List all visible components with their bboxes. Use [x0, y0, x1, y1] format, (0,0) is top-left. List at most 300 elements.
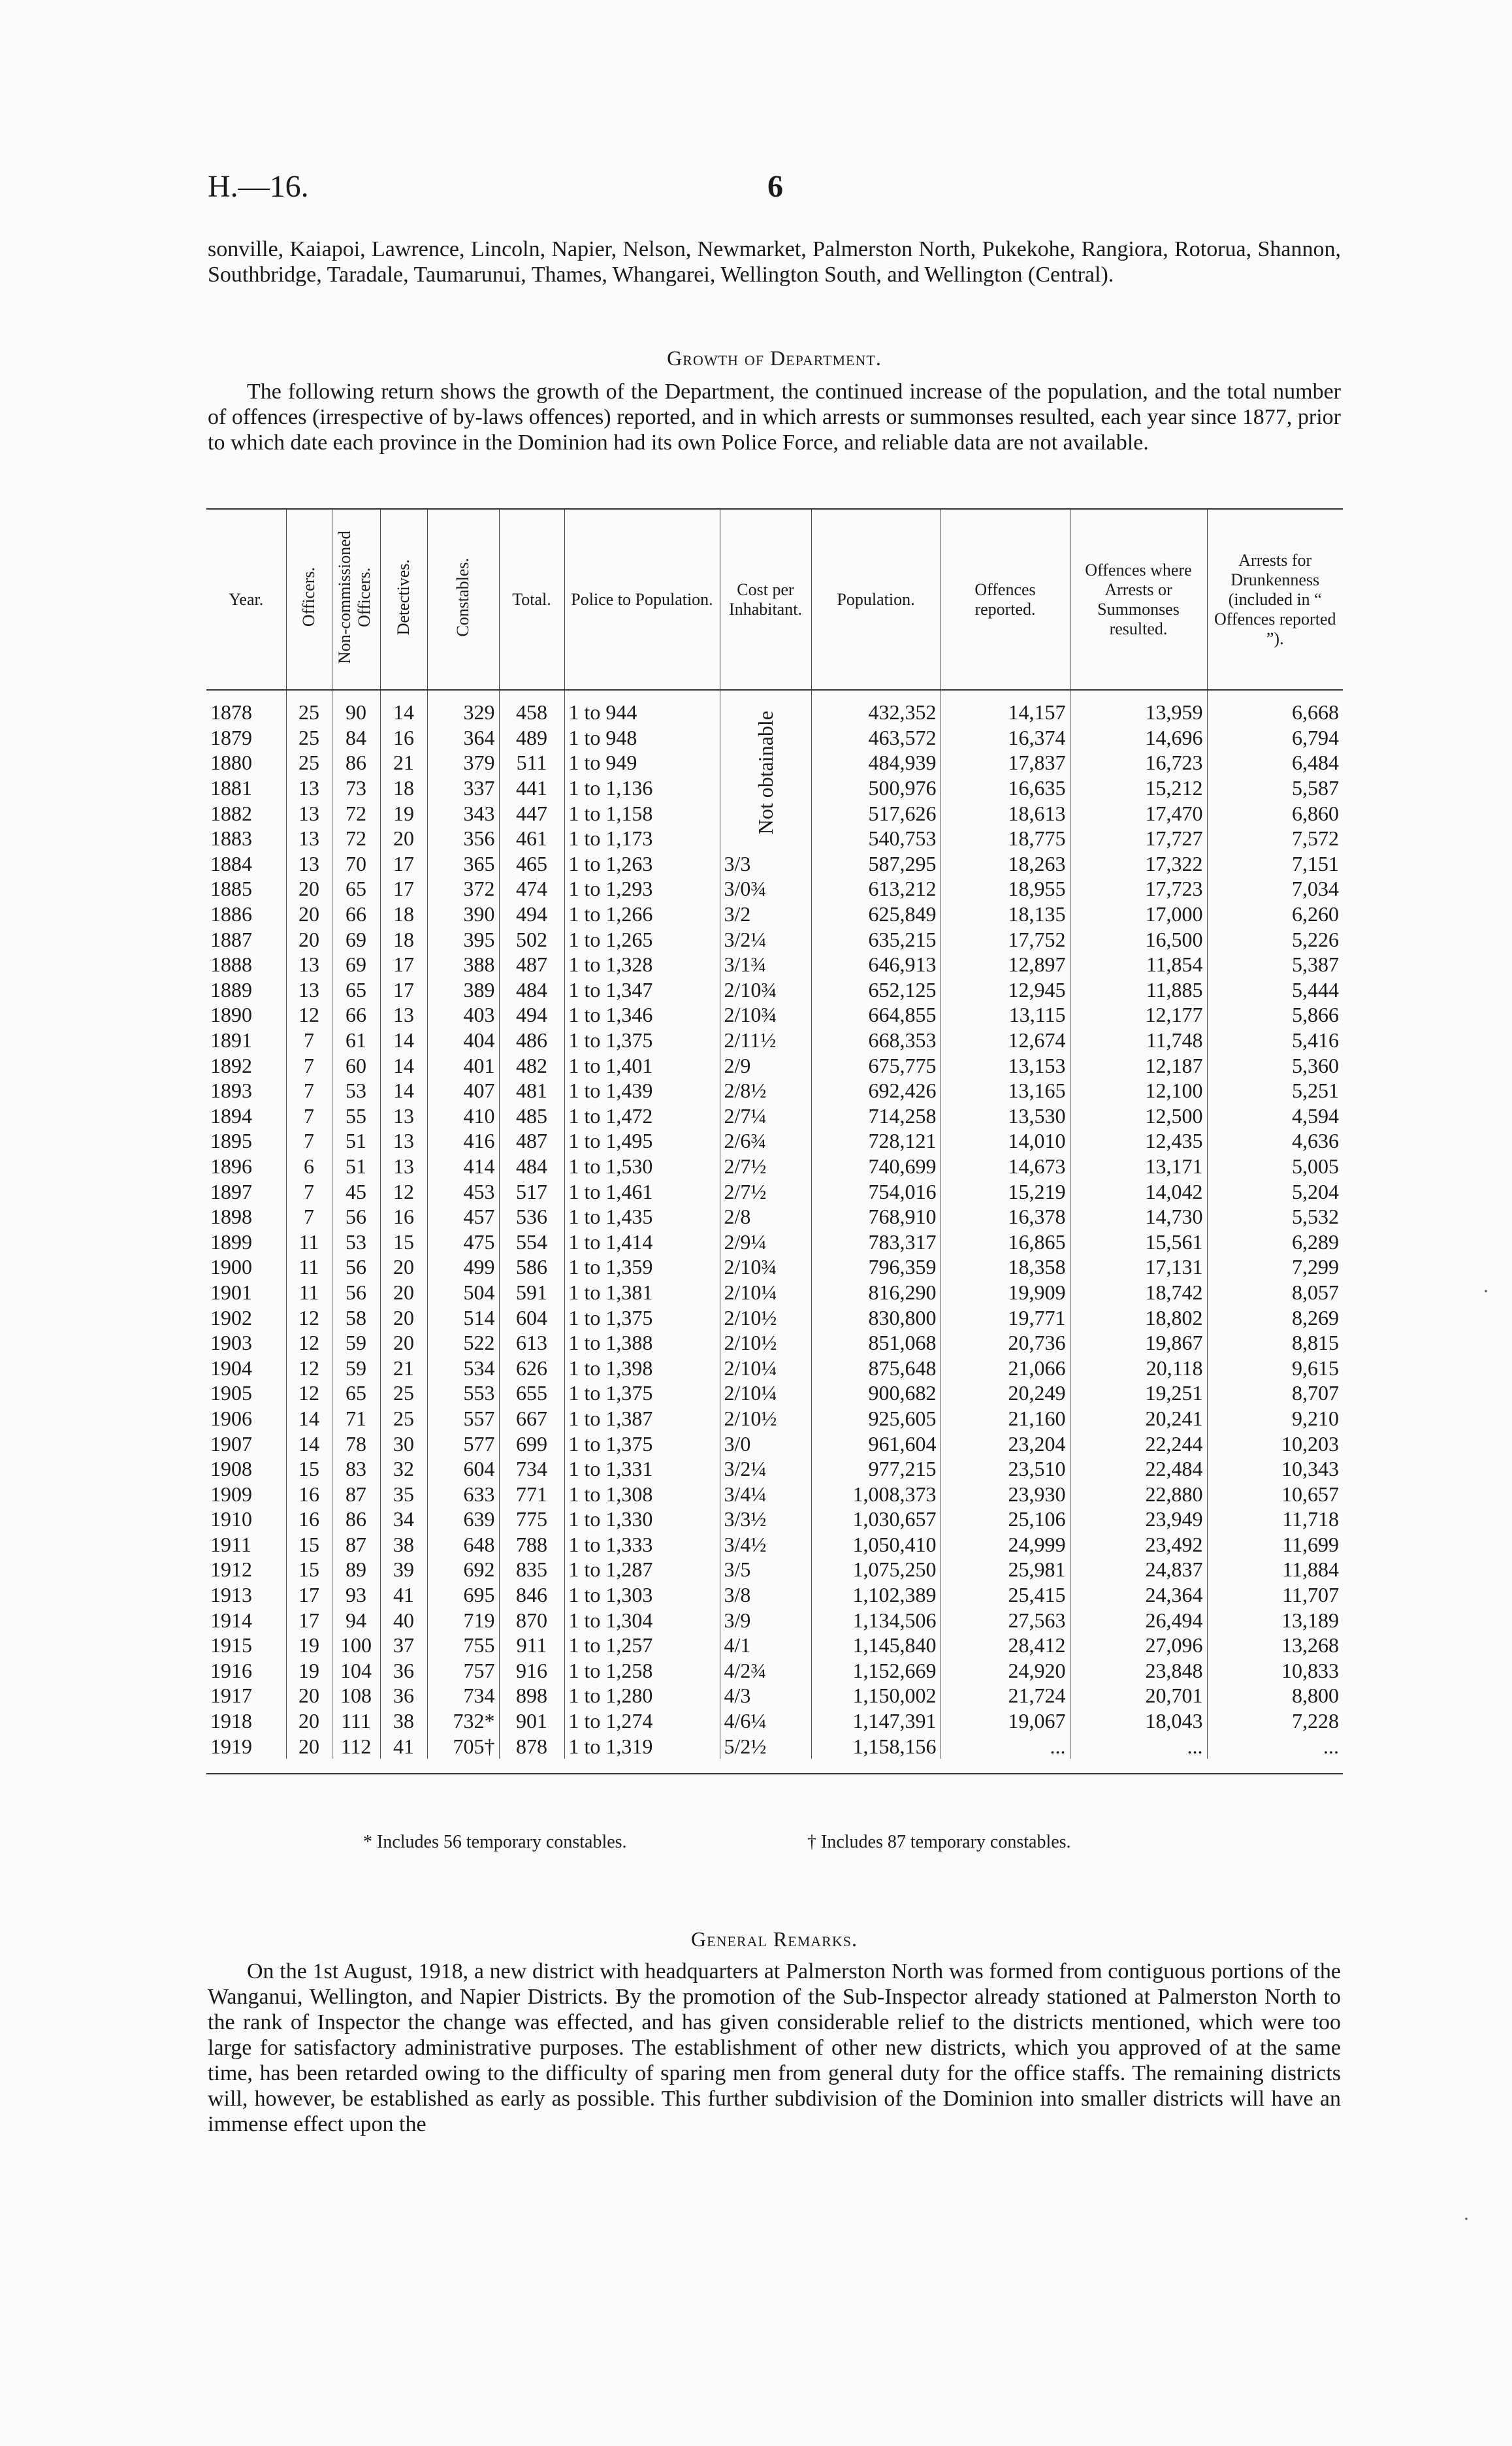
table-row: [206, 1052, 1343, 1078]
cell-not-obtainable: Not obtainable: [720, 690, 811, 851]
cell-ratio: 1 to 1,333: [564, 1532, 720, 1557]
table-row: [206, 1179, 1343, 1204]
cell-drunk: 6,260: [1292, 902, 1339, 926]
cell-total: 699: [499, 1431, 564, 1456]
cell-arrests: 13,959: [1070, 690, 1207, 725]
cell-nco: 111: [332, 1708, 380, 1734]
cell-drunk: 5,226: [1292, 927, 1339, 951]
cell-nco: 84: [332, 725, 380, 751]
cell-drunk: 5,416: [1292, 1028, 1339, 1052]
cell-drunk: 7,034: [1292, 877, 1339, 901]
cell-nco: 108: [332, 1683, 380, 1708]
cell-cost: 4/2¾: [720, 1658, 811, 1684]
cell-drunk: 5,587: [1292, 776, 1339, 800]
cell-population: 796,359: [811, 1254, 941, 1280]
cell-population: 714,258: [811, 1103, 941, 1129]
cell-drunk: 7,299: [1292, 1255, 1339, 1279]
cell-constables: 732*: [427, 1708, 499, 1734]
cell-cost: 4/3: [720, 1683, 811, 1708]
cell-year: 1895: [206, 1128, 286, 1154]
cell-total: 775: [499, 1507, 564, 1532]
cell-offences: 25,415: [941, 1582, 1070, 1608]
cell-nco: 94: [332, 1607, 380, 1633]
cell-arrests: 24,837: [1070, 1557, 1207, 1582]
cell-drunk: 5,532: [1292, 1205, 1339, 1229]
cell-year: 1885: [206, 876, 286, 902]
cell-ratio: 1 to 1,274: [564, 1708, 720, 1734]
cell-officers: 7: [286, 1103, 332, 1129]
cell-nco: 69: [332, 926, 380, 952]
cell-year: 1891: [206, 1028, 286, 1053]
cell-ratio: 1 to 1,136: [564, 775, 720, 801]
cell-constables: 379: [427, 750, 499, 775]
cell-ratio: 1 to 1,303: [564, 1582, 720, 1608]
table-row: [206, 1154, 1343, 1179]
cell-total: 461: [499, 826, 564, 851]
cell-drunk: 8,800: [1292, 1684, 1339, 1708]
cell-constables: 457: [427, 1204, 499, 1230]
cell-officers: 20: [286, 902, 332, 927]
cell-constables: 337: [427, 775, 499, 801]
cell-ratio: 1 to 1,359: [564, 1254, 720, 1280]
cell-nco: 60: [332, 1052, 380, 1078]
growth-table: [206, 508, 1343, 1774]
cell-offences: 25,106: [941, 1507, 1070, 1532]
table-row: [206, 1633, 1343, 1658]
cell-nco: 58: [332, 1305, 380, 1330]
table-row: [206, 1229, 1343, 1254]
cell-detectives: 38: [380, 1708, 427, 1734]
cell-detectives: 36: [380, 1658, 427, 1684]
cell-nco: 93: [332, 1582, 380, 1608]
table-row: [206, 1254, 1343, 1280]
cell-detectives: 14: [380, 1052, 427, 1078]
cell-year: 1911: [206, 1532, 286, 1557]
cell-nco: 51: [332, 1128, 380, 1154]
cell-population: 1,145,840: [811, 1633, 941, 1658]
cell-ratio: 1 to 1,280: [564, 1683, 720, 1708]
cell-cost: 2/10¾: [720, 977, 811, 1003]
header-offences: Offences reported.: [941, 510, 1070, 690]
cell-offences: 18,955: [941, 876, 1070, 902]
cell-drunk: 5,360: [1292, 1053, 1339, 1077]
cell-detectives: 14: [380, 1078, 427, 1103]
table-row: [206, 1002, 1343, 1028]
cell-offences: 23,204: [941, 1431, 1070, 1456]
cell-population: 925,605: [811, 1406, 941, 1431]
cell-offences: 28,412: [941, 1633, 1070, 1658]
cell-ratio: 1 to 1,158: [564, 800, 720, 826]
cell-constables: 692: [427, 1557, 499, 1582]
cell-year: 1910: [206, 1507, 286, 1532]
cell-year: 1889: [206, 977, 286, 1003]
cell-cost: 3/3: [720, 851, 811, 877]
cell-cost: 3/2¼: [720, 926, 811, 952]
cell-officers: 13: [286, 977, 332, 1003]
cell-offences: 19,067: [941, 1708, 1070, 1734]
cell-officers: 16: [286, 1481, 332, 1507]
cell-drunk: 9,210: [1292, 1406, 1339, 1430]
cell-drunk: 5,444: [1292, 977, 1339, 1002]
cell-constables: 475: [427, 1229, 499, 1254]
cell-ratio: 1 to 1,304: [564, 1607, 720, 1633]
table-row: [206, 1708, 1343, 1734]
table-row: [206, 1683, 1343, 1708]
cell-officers: 15: [286, 1557, 332, 1582]
cell-officers: 7: [286, 1128, 332, 1154]
cell-offences: 12,897: [941, 952, 1070, 977]
cell-drunk: 13,268: [1281, 1633, 1339, 1657]
cell-population: 830,800: [811, 1305, 941, 1330]
cell-nco: 78: [332, 1431, 380, 1456]
cell-cost: 2/10½: [720, 1305, 811, 1330]
growth-heading: Growth of Department.: [667, 346, 882, 370]
cell-drunk: 8,057: [1292, 1280, 1339, 1304]
cell-officers: 11: [286, 1229, 332, 1254]
cell-population: 646,913: [811, 952, 941, 977]
cell-total: 870: [499, 1607, 564, 1633]
cell-drunk: 7,228: [1292, 1709, 1339, 1733]
cell-arrests: 20,241: [1070, 1406, 1207, 1431]
cell-offences: 18,263: [941, 851, 1070, 877]
cell-population: 432,352: [811, 690, 941, 725]
cell-detectives: 39: [380, 1557, 427, 1582]
cell-cost: 2/10¾: [720, 1254, 811, 1280]
cell-nco: 56: [332, 1204, 380, 1230]
header-total: Total.: [499, 510, 564, 690]
cell-officers: 12: [286, 1380, 332, 1406]
cell-constables: 522: [427, 1330, 499, 1356]
cell-offences: 20,249: [941, 1380, 1070, 1406]
cell-constables: 534: [427, 1355, 499, 1380]
cell-officers: 20: [286, 926, 332, 952]
table-row: [206, 1607, 1343, 1633]
cell-detectives: 37: [380, 1633, 427, 1658]
cell-population: 728,121: [811, 1128, 941, 1154]
cell-detectives: 14: [380, 1028, 427, 1053]
cell-drunk: 10,343: [1281, 1457, 1339, 1481]
cell-detectives: 32: [380, 1456, 427, 1482]
footnote-dagger: † Includes 87 temporary constables.: [807, 1832, 1071, 1852]
cell-constables: 407: [427, 1078, 499, 1103]
cell-arrests: 17,723: [1070, 876, 1207, 902]
table-row: [206, 1330, 1343, 1356]
scan-speck: ·: [1463, 2208, 1470, 2230]
cell-constables: 757: [427, 1658, 499, 1684]
footnote-star: * Includes 56 temporary constables.: [363, 1832, 627, 1852]
cell-cost: 2/11½: [720, 1028, 811, 1053]
cell-population: 613,212: [811, 876, 941, 902]
cell-population: 1,030,657: [811, 1507, 941, 1532]
cell-detectives: 38: [380, 1532, 427, 1557]
cell-arrests: 14,730: [1070, 1204, 1207, 1230]
header-nco: Non-commissioned Officers.: [332, 510, 380, 690]
cell-officers: 12: [286, 1002, 332, 1028]
table-row: [206, 926, 1343, 952]
table-row: [206, 1103, 1343, 1129]
cell-arrests: 11,885: [1070, 977, 1207, 1003]
cell-year: 1912: [206, 1557, 286, 1582]
cell-year: 1918: [206, 1708, 286, 1734]
cell-population: 816,290: [811, 1280, 941, 1305]
scan-speck: ·: [1483, 1280, 1489, 1302]
cell-nco: 72: [332, 826, 380, 851]
cell-detectives: 20: [380, 826, 427, 851]
cell-arrests: 23,492: [1070, 1532, 1207, 1557]
cell-population: 977,215: [811, 1456, 941, 1482]
cell-ratio: 1 to 1,375: [564, 1380, 720, 1406]
cell-cost: 3/0¾: [720, 876, 811, 902]
cell-cost: 3/5: [720, 1557, 811, 1582]
header-police-to-population: Police to Population.: [564, 510, 720, 690]
cell-total: 835: [499, 1557, 564, 1582]
cell-arrests: 18,742: [1070, 1280, 1207, 1305]
cell-total: 481: [499, 1078, 564, 1103]
cell-offences: 14,010: [941, 1128, 1070, 1154]
cell-detectives: 21: [380, 750, 427, 775]
cell-cost: 2/10¼: [720, 1280, 811, 1305]
cell-total: 536: [499, 1204, 564, 1230]
cell-offences: 16,865: [941, 1229, 1070, 1254]
general-remarks-paragraph: On the 1st August, 1918, a new district with headquarters at Palmerston North was formed from contiguous portions of the Wanganui, Wellington, and Napier Districts. By the promotion of the Sub-Inspector already stationed at Palmerston North to the rank of Inspector the change was effected, and has given considerable relief to the districts mentioned, which were too large for satisfactory administrative purposes. The establishment of other new districts, which you approved of at the same time, has been retarded owing to the difficulty of sparing men from general duty for the office staffs. The remaining districts will, however, be established as early as possible. This further subdivision of the Dominion into smaller districts will have an immense effect upon the: [208, 1959, 1341, 2136]
cell-cost: 3/2: [720, 902, 811, 927]
cell-drunk: 4,636: [1292, 1129, 1339, 1153]
table-row: [206, 1204, 1343, 1230]
cell-population: 1,152,669: [811, 1658, 941, 1684]
cell-ratio: 1 to 1,375: [564, 1305, 720, 1330]
cell-population: 652,125: [811, 977, 941, 1003]
cell-year: 1904: [206, 1355, 286, 1380]
cell-detectives: 13: [380, 1154, 427, 1179]
cell-year: 1882: [206, 800, 286, 826]
cell-nco: 87: [332, 1532, 380, 1557]
cell-year: 1897: [206, 1179, 286, 1204]
cell-constables: 404: [427, 1028, 499, 1053]
cell-population: 754,016: [811, 1179, 941, 1204]
cell-offences: 18,613: [941, 800, 1070, 826]
cell-population: 1,008,373: [811, 1481, 941, 1507]
cell-population: 783,317: [811, 1229, 941, 1254]
cell-detectives: 35: [380, 1481, 427, 1507]
cell-cost: 2/8: [720, 1204, 811, 1230]
table-row: [206, 1658, 1343, 1684]
cell-total: 898: [499, 1683, 564, 1708]
cell-officers: 25: [286, 690, 332, 725]
cell-constables: 365: [427, 851, 499, 877]
intro-paragraph: sonville, Kaiapoi, Lawrence, Lincoln, Napier, Nelson, Newmarket, Palmerston North, Pukekohe, Rangiora, Rotorua, Shannon, Southbridge, Taradale, Taumarunui, Thames, Whangarei, Wellington South, and Wellington (Central).: [208, 237, 1341, 287]
cell-arrests: 24,364: [1070, 1582, 1207, 1608]
cell-total: 489: [499, 725, 564, 751]
cell-cost: 2/10½: [720, 1330, 811, 1356]
cell-offences: 23,510: [941, 1456, 1070, 1482]
cell-arrests: 15,212: [1070, 775, 1207, 801]
cell-year: 1881: [206, 775, 286, 801]
cell-arrests: 22,484: [1070, 1456, 1207, 1482]
cell-offences: ...: [941, 1733, 1070, 1759]
cell-arrests: 17,131: [1070, 1254, 1207, 1280]
cell-detectives: 18: [380, 775, 427, 801]
cell-year: 1887: [206, 926, 286, 952]
cell-constables: 734: [427, 1683, 499, 1708]
cell-ratio: 1 to 1,265: [564, 926, 720, 952]
table-row: [206, 690, 1343, 725]
cell-total: 486: [499, 1028, 564, 1053]
cell-total: 458: [499, 690, 564, 725]
cell-year: 1894: [206, 1103, 286, 1129]
table-row: [206, 902, 1343, 927]
cell-population: 1,147,391: [811, 1708, 941, 1734]
cell-arrests: 20,701: [1070, 1683, 1207, 1708]
cell-ratio: 1 to 1,530: [564, 1154, 720, 1179]
cell-population: 1,075,250: [811, 1557, 941, 1582]
cell-detectives: 17: [380, 952, 427, 977]
cell-arrests: 12,100: [1070, 1078, 1207, 1103]
cell-nco: 71: [332, 1406, 380, 1431]
cell-officers: 7: [286, 1204, 332, 1230]
cell-ratio: 1 to 1,388: [564, 1330, 720, 1356]
cell-nco: 56: [332, 1280, 380, 1305]
header-constables: Constables.: [427, 510, 499, 690]
cell-officers: 20: [286, 1683, 332, 1708]
cell-offences: 12,945: [941, 977, 1070, 1003]
cell-population: 484,939: [811, 750, 941, 775]
cell-arrests: 17,322: [1070, 851, 1207, 877]
cell-ratio: 1 to 1,414: [564, 1229, 720, 1254]
cell-nco: 90: [332, 690, 380, 725]
cell-year: 1919: [206, 1733, 286, 1759]
cell-detectives: 21: [380, 1355, 427, 1380]
cell-officers: 14: [286, 1431, 332, 1456]
cell-drunk: 6,860: [1292, 801, 1339, 825]
cell-ratio: 1 to 944: [564, 690, 720, 725]
cell-arrests: 16,723: [1070, 750, 1207, 775]
page-number: 6: [767, 169, 783, 204]
cell-detectives: 20: [380, 1280, 427, 1305]
cell-offences: 13,165: [941, 1078, 1070, 1103]
cell-drunk: 5,204: [1292, 1179, 1339, 1203]
cell-population: 1,102,389: [811, 1582, 941, 1608]
cell-population: 900,682: [811, 1380, 941, 1406]
cell-nco: 86: [332, 1507, 380, 1532]
cell-population: 692,426: [811, 1078, 941, 1103]
cell-total: 485: [499, 1103, 564, 1129]
table-row: [206, 851, 1343, 877]
table-row: [206, 1280, 1343, 1305]
cell-drunk: 6,484: [1292, 751, 1339, 775]
cell-nco: 89: [332, 1557, 380, 1582]
cell-detectives: 13: [380, 1128, 427, 1154]
cell-ratio: 1 to 1,293: [564, 876, 720, 902]
cell-offences: 21,160: [941, 1406, 1070, 1431]
cell-ratio: 1 to 1,330: [564, 1507, 720, 1532]
cell-year: 1879: [206, 725, 286, 751]
cell-officers: 12: [286, 1355, 332, 1380]
cell-ratio: 1 to 1,308: [564, 1481, 720, 1507]
cell-cost: 2/7½: [720, 1154, 811, 1179]
cell-arrests: 17,727: [1070, 826, 1207, 851]
cell-offences: 13,115: [941, 1002, 1070, 1028]
cell-officers: 11: [286, 1280, 332, 1305]
cell-cost: 2/10¾: [720, 1002, 811, 1028]
cell-arrests: 22,244: [1070, 1431, 1207, 1456]
cell-officers: 11: [286, 1254, 332, 1280]
cell-constables: 414: [427, 1154, 499, 1179]
cell-total: 655: [499, 1380, 564, 1406]
cell-drunk: 13,189: [1281, 1608, 1339, 1632]
cell-total: 494: [499, 902, 564, 927]
cell-ratio: 1 to 1,173: [564, 826, 720, 851]
cell-total: 474: [499, 876, 564, 902]
cell-year: 1880: [206, 750, 286, 775]
cell-year: 1898: [206, 1204, 286, 1230]
cell-constables: 372: [427, 876, 499, 902]
cell-constables: 695: [427, 1582, 499, 1608]
cell-offences: 20,736: [941, 1330, 1070, 1356]
cell-population: 463,572: [811, 725, 941, 751]
cell-ratio: 1 to 1,472: [564, 1103, 720, 1129]
cell-drunk: 5,005: [1292, 1154, 1339, 1178]
cell-arrests: 22,880: [1070, 1481, 1207, 1507]
cell-total: 901: [499, 1708, 564, 1734]
cell-cost: 2/7½: [720, 1179, 811, 1204]
table-body: [206, 690, 1343, 1759]
cell-total: 771: [499, 1481, 564, 1507]
cell-total: 613: [499, 1330, 564, 1356]
cell-constables: 389: [427, 977, 499, 1003]
cell-drunk: 8,815: [1292, 1331, 1339, 1355]
cell-year: 1914: [206, 1607, 286, 1633]
cell-year: 1886: [206, 902, 286, 927]
cell-year: 1916: [206, 1658, 286, 1684]
cell-ratio: 1 to 949: [564, 750, 720, 775]
cell-offences: 18,135: [941, 902, 1070, 927]
cell-cost: 5/2½: [720, 1733, 811, 1759]
cell-arrests: 23,848: [1070, 1658, 1207, 1684]
cell-constables: 639: [427, 1507, 499, 1532]
cell-total: 916: [499, 1658, 564, 1684]
cell-total: 502: [499, 926, 564, 952]
cell-offences: 25,981: [941, 1557, 1070, 1582]
cell-population: 768,910: [811, 1204, 941, 1230]
cell-constables: 557: [427, 1406, 499, 1431]
header-population: Population.: [811, 510, 941, 690]
cell-detectives: 13: [380, 1103, 427, 1129]
cell-nco: 53: [332, 1078, 380, 1103]
cell-constables: 604: [427, 1456, 499, 1482]
cell-constables: 514: [427, 1305, 499, 1330]
cell-population: 517,626: [811, 800, 941, 826]
cell-year: 1900: [206, 1254, 286, 1280]
cell-officers: 19: [286, 1658, 332, 1684]
cell-offences: 21,066: [941, 1355, 1070, 1380]
cell-detectives: 25: [380, 1406, 427, 1431]
header-drunkenness: Arrests for Drunkenness (included in “ Offences reported ”).: [1214, 550, 1336, 648]
cell-year: 1896: [206, 1154, 286, 1179]
cell-ratio: 1 to 1,319: [564, 1733, 720, 1759]
cell-detectives: 41: [380, 1582, 427, 1608]
cell-population: 668,353: [811, 1028, 941, 1053]
cell-ratio: 1 to 1,387: [564, 1406, 720, 1431]
cell-nco: 69: [332, 952, 380, 977]
cell-cost: 4/1: [720, 1633, 811, 1658]
cell-officers: 17: [286, 1607, 332, 1633]
cell-drunk: 10,657: [1281, 1482, 1339, 1506]
table-row: [206, 1380, 1343, 1406]
cell-officers: 7: [286, 1078, 332, 1103]
cell-detectives: 19: [380, 800, 427, 826]
cell-total: 788: [499, 1532, 564, 1557]
cell-arrests: 27,096: [1070, 1633, 1207, 1658]
